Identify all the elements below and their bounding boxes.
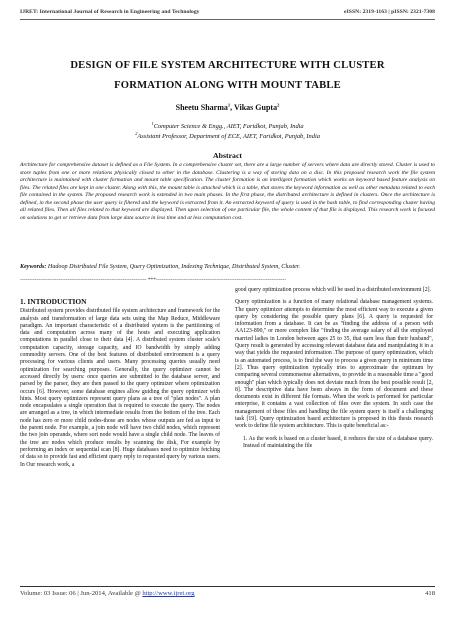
affiliation-1-sup: 1 xyxy=(151,120,154,126)
author-line xyxy=(20,103,435,112)
journal-name: IJRET: International Journal of Research in Engineering and Technology xyxy=(20,9,200,15)
introduction-heading: 1. INTRODUCTION xyxy=(20,297,87,306)
author-2-sup: 2 xyxy=(277,102,280,108)
section-separator: --------------------------------------------------------------------- ***----------------------------------------------------------------------- xyxy=(20,277,287,283)
footer-volume xyxy=(20,590,195,597)
author-1-sup: 1 xyxy=(227,102,231,108)
affiliation-1-text: Computer Science & Engg., AIET, Faridkot, Punjab, India xyxy=(153,123,304,130)
benefit-list-item-1: 1. As the work is based on a cluster based, it reduces the size of a database query. Instead of maintaining the file xyxy=(243,435,433,449)
journal-header xyxy=(20,9,435,15)
affiliation-2 xyxy=(20,130,435,140)
footer-volume-text: Volume: 03 Issue: 06 | Jun-2014, Available @ xyxy=(20,590,143,597)
right-column xyxy=(235,287,433,455)
intro-paragraph-1: Distributed system provides distributed file system architecture and framework for the analysis and transformation of large data sets using the Map Reduce, Middleware paradigm. An important characteristic of a distributed system is the partitioning of data and computation across many of the hosts and executing application computations in parallel close to their data [4]. A distributed system cluster scale's computation capacity, storage capacity, and IO bandwidth by simply adding commodity servers. One of the best features of distributed environment is a query processing for various clients and users. Many processing queries usually need optimization for searching purposes. Generally, the query optimizer cannot be accessed directly by users: once queries are submitted to the database server, and parsed by the parser, they are then passed to the query optimizer where optimization occurs [6]. However, some database engines allow guiding the query optimizer with hints. Most query optimizers represent query plans as a tree of "plan nodes". A plan node encapsulates a single operation that is required to execute the query. The nodes are arranged as a tree, in which intermediate results from the bottom of the tree. Each node has zero or more child nodes-those are nodes whose outputs are fed as input to the parent node. For example, a join node will have two child nodes, which represent the two join operands, where sort node would have a single child node. The leaves of the tree are nodes which produce results by scanning the disk, For example by performing an index or sequential scan [8]. Huge databases need to optimize fetching of data so to provide fast and efficient query reply to requested query by various users. In Our research work, a xyxy=(20,308,220,468)
keywords-line xyxy=(20,264,435,270)
abstract-heading: Abstract xyxy=(212,151,242,160)
header-rule xyxy=(20,19,435,20)
page-number: 418 xyxy=(425,590,435,597)
journal-issn: eISSN: 2319-1163 | pISSN: 2321-7308 xyxy=(344,9,435,15)
abstract-text: Architecture for comprehensive dataset is defined as a File System. In a comprehensive cluster set, there are a large number of servers where data are directly stored. Cluster is used to store tuples from one or more relations physically closed to other in the database. Clustering is a way of storing data on a disc. In this proposed research work the file system architecture is maintained with cluster formation and mount table specification. The cluster formation is an intelligent formation which works on keyword based feature analysis on files. The related files are kept in one cluster. Along with this, the mount table is attached which is a table, that stores the keyword information as well as other metadata related to each file contained in the system. The proposed research work is extended in two main phases. In the first phase, the distributed architecture is defined in clusters. Once the architecture is defined, in the second phase the user query is filtered and the keyword is extracted from it. An extracted keyword of query is used in the hash table, to find corresponding cluster having all related files. Then all files related to that keyword are displayed. Then upon selection of one particular file, the whole content of that file is displayed. This research work is focused on solutions to get or retrieve data from large data source in less time and at less computation cost. xyxy=(20,162,435,221)
footer-rule xyxy=(20,586,435,587)
keywords-text: Hadoop Distributed File System, Query Optimization, Indexing Technique, Distributed System, Cluster. xyxy=(46,264,301,270)
affiliation-2-text: Assistant Professor, Department of ECE, AIET, Faridkot, Punjab, India xyxy=(137,133,320,140)
affiliation-1 xyxy=(20,120,435,130)
intro-paragraph-2: good query optimization process which will be used in a distributed environment [2]. xyxy=(235,287,431,293)
page-footer xyxy=(20,590,435,597)
paper-title: DESIGN OF FILE SYSTEM ARCHITECTURE WITH CLUSTER FORMATION ALONG WITH MOUNT TABLE xyxy=(70,60,385,91)
author-1: Sheetu Sharma xyxy=(175,103,228,112)
keywords-label: Keywords: xyxy=(20,264,47,270)
author-2: Vikas Gupta xyxy=(234,103,278,112)
intro-paragraph-3: Query optimization is a function of many relational database management systems. The query optimizer attempts to determine the most efficient way to execute a given query by considering the possible query plans [6]. A query is requested for information from a database. It can be as "finding the address of a person with AA123-890," or more complex like "finding the average salary of all the employed married ladies in London between ages 25 to 35, that earn less than their husband", Query result is generated by accessing relevant database data and manipulating it in a way that yields the requested information .The purpose of query optimization, which is an automated process, is to find the way to process a given query in minimum time [2]. Thus query optimization typically tries to approximate the optimum by comparing several commonsense alternatives, to provide in a reasonable time a "good enough" plan which typically does not deviate much from the best possible result [2, 8]. The descriptive data have been always in the form of document and these documents exist in different file formats. When the work is performed for particular enterprise, it contains a vast collection of files over the system. In such case the management of these files and handling the file system query is itself a challenging task [19]. Query optimization based architecture is proposed in this thesis research work to define file system architecture. This is quite beneficial as:- xyxy=(235,299,433,430)
affiliation-2-sup: 2 xyxy=(135,130,138,136)
author-separator: , xyxy=(230,103,235,112)
left-column xyxy=(20,298,220,474)
journal-link[interactable]: http://www.ijret.org xyxy=(142,590,195,597)
